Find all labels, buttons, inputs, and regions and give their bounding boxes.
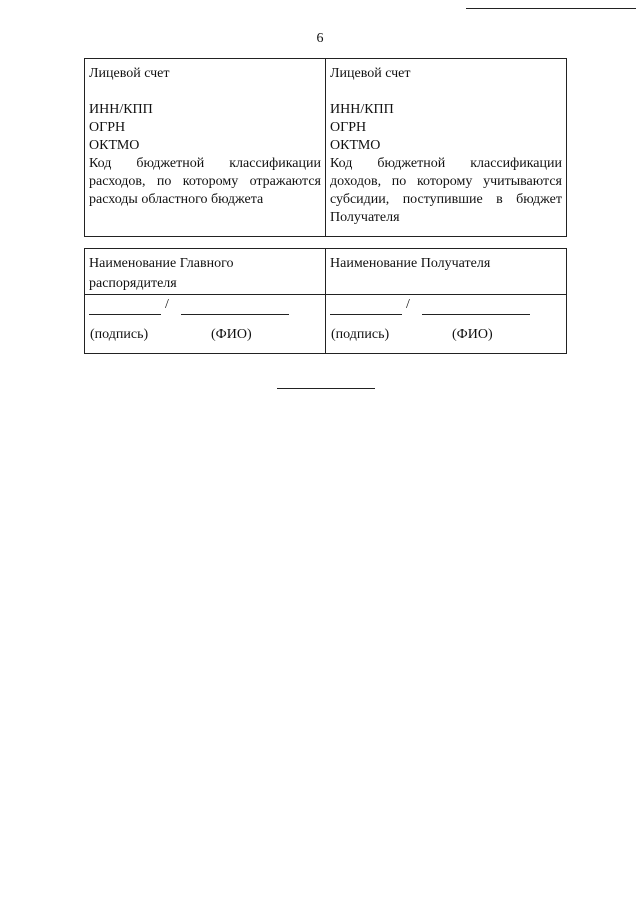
accounts-table xyxy=(84,58,567,237)
right-name-line-1: Наименование Получателя xyxy=(330,256,491,271)
right-kbk-line-2: доходов, по которому учитываются xyxy=(330,174,562,189)
right-ogrn: ОГРН xyxy=(330,120,367,135)
right-signature-line[interactable] xyxy=(330,314,402,315)
left-account-cell xyxy=(85,59,326,237)
right-separator-slash: / xyxy=(406,297,410,312)
signatures-table xyxy=(84,248,567,354)
right-inn-kpp: ИНН/КПП xyxy=(330,102,394,117)
right-fio-caption: (ФИО) xyxy=(452,327,493,342)
left-kbk-line-1: Код бюджетной классификации xyxy=(89,156,321,171)
left-kbk-line-2: расходов, по которому отражаются xyxy=(89,174,321,189)
left-ogrn: ОГРН xyxy=(89,120,126,135)
right-kbk-last: Получателя xyxy=(330,210,400,225)
left-fio-line[interactable] xyxy=(181,314,289,315)
left-oktmo: ОКТМО xyxy=(89,138,140,153)
left-signature-caption: (подпись) xyxy=(90,327,149,342)
left-sign-cell xyxy=(85,295,326,354)
right-account-cell xyxy=(326,59,567,237)
left-kbk-last: расходы областного бюджета xyxy=(89,192,264,207)
right-kbk-line-1: Код бюджетной классификации xyxy=(330,156,562,171)
right-kbk-line-3: субсидии, поступившие в бюджет xyxy=(330,192,562,207)
left-signature-lines xyxy=(85,297,325,319)
left-name-line-1: Наименование Главного xyxy=(89,256,234,271)
top-rule xyxy=(466,8,636,9)
right-account-label: Лицевой счет xyxy=(330,66,411,81)
left-signature-line[interactable] xyxy=(89,314,161,315)
left-inn-kpp: ИНН/КПП xyxy=(89,102,153,117)
right-name-cell xyxy=(326,249,567,295)
right-signature-lines xyxy=(326,297,566,319)
left-name-line-2: распорядителя xyxy=(89,276,177,291)
left-separator-slash: / xyxy=(165,297,169,312)
left-fio-caption: (ФИО) xyxy=(211,327,252,342)
right-signature-caption: (подпись) xyxy=(331,327,390,342)
right-sign-cell xyxy=(326,295,567,354)
right-fio-line[interactable] xyxy=(422,314,530,315)
right-oktmo: ОКТМО xyxy=(330,138,381,153)
left-account-label: Лицевой счет xyxy=(89,66,170,81)
page-number: 6 xyxy=(316,31,324,46)
bottom-rule xyxy=(277,388,375,389)
left-name-cell xyxy=(85,249,326,295)
